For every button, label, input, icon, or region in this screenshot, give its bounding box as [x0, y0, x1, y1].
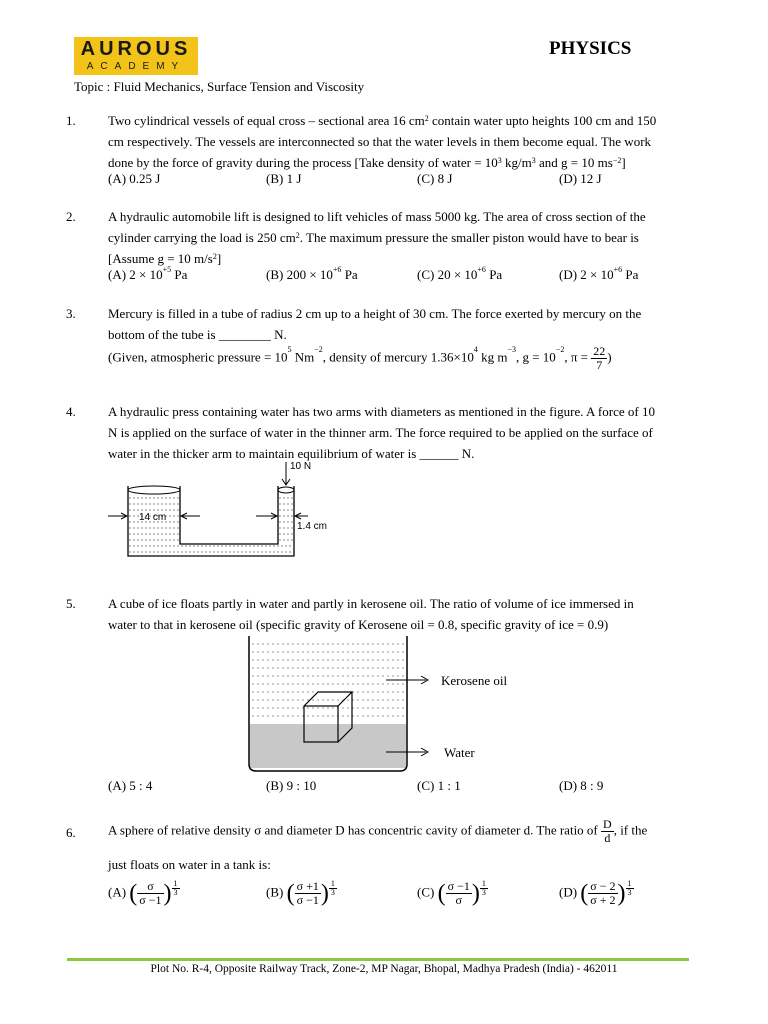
question-4-line-2: N is applied on the surface of water in the thinner arm. The force required to be applied on the surface of: [108, 425, 653, 440]
subject-title: PHYSICS: [549, 38, 632, 59]
logo-subtext: ACADEMY: [86, 61, 186, 72]
question-1-text: [108, 110, 701, 173]
figure-water-label: Water: [444, 745, 475, 760]
q5-option-c: (C) 1 : 1: [417, 778, 461, 793]
question-1-line-2: cm respectively. The vessels are interconnected so that the water levels in them become equal. The work: [108, 134, 652, 149]
footer-divider: [67, 958, 689, 961]
footer-address: Plot No. R-4, Opposite Railway Track, Zone-2, MP Nagar, Bhopal, Madhya Pradesh (India) - 462011: [150, 963, 618, 975]
q6-option-a: (A) ( $\frac{\sigma}{\sigma -1}$ ) $\frac{1}{3}$: [108, 879, 178, 907]
q5-option-d: (D) 8 : 9: [559, 778, 604, 793]
q1-option-a: (A) 0.25 J: [108, 171, 161, 186]
question-1-line-3: done by the force of gravity during the process [Take density of water = $10^3$ $kg/m^3$ and g = 10 $ms^{-2}$]: [108, 155, 626, 170]
question-2-line-2: cylinder carrying the load is 250 $cm^2$. The maximum pressure the smaller piston would have to bear is: [108, 230, 639, 245]
figure-force-label: 10 N: [290, 461, 312, 472]
question-5-number: 5.: [66, 596, 76, 611]
q1-option-b: (B) 1 J: [266, 171, 302, 186]
q1-option-d: (D) 12 J: [559, 171, 602, 186]
question-6-line-2: just floats on water in a tank is:: [108, 857, 271, 872]
figure-wide-diameter-label: 14 cm: [139, 512, 167, 523]
ratio-fraction: $\frac{D}{d}$: [603, 817, 612, 845]
q5-option-a: (A) 5 : 4: [108, 778, 153, 793]
question-6-line-1: A sphere of relative density σ and diameter D has concentric cavity of diameter d. The ratio of $\frac{D}{d}$ , if the: [108, 817, 648, 845]
question-5-text: [108, 593, 701, 635]
question-2-line-1: A hydraulic automobile lift is designed to lift vehicles of mass 5000 kg. The area of cross section of the: [108, 209, 646, 224]
topic-line: Topic : Fluid Mechanics, Surface Tension and Viscosity: [74, 79, 365, 94]
q5-option-b: (B) 9 : 10: [266, 778, 317, 793]
question-3-line-2: bottom of the tube is ________ N.: [108, 327, 287, 342]
figure-kerosene-label: Kerosene oil: [441, 673, 508, 688]
ice-cube-figure: [246, 636, 520, 776]
question-3-text: [108, 303, 701, 345]
question-3-line-1: Mercury is filled in a tube of radius 2 cm up to a height of 30 cm. The force exerted by mercury on the: [108, 306, 642, 321]
academy-logo: [74, 37, 198, 75]
question-4-number: 4.: [66, 404, 76, 419]
question-3-given: (Given, atmospheric pressure = $10^5$ $Nm^{-2}$, density of mercury $1.36\times 10^4$ kg $m^{-3}$, $g = 10^{-2}$, π = $\frac{22}{7}$ ): [108, 344, 612, 372]
question-1-line-1: Two cylindrical vessels of equal cross – sectional area 16 $cm^2$ contain water upto heights 100 cm and 150: [108, 113, 657, 128]
figure-narrow-diameter-label: 1.4 cm: [297, 521, 328, 532]
q6-option-b: (B) ( $\frac{\sigma +1}{\sigma -1}$ ) $\frac{1}{3}$: [266, 879, 335, 907]
q2-option-a: (A) $2 \times 10^{+5}$ Pa: [108, 265, 188, 282]
question-4-text: [108, 401, 701, 464]
question-4-line-3: water in the thicker arm to maintain equilibrium of water is ______ N.: [108, 446, 475, 461]
question-2-text: [108, 206, 701, 269]
pi-fraction: $\frac{22}{7}$: [593, 344, 606, 372]
question-5-line-1: A cube of ice floats partly in water and partly in kerosene oil. The ratio of volume of ice immersed in: [108, 596, 634, 611]
question-4-line-1: A hydraulic press containing water has two arms with diameters as mentioned in the figure. A force of 10: [108, 404, 655, 419]
q6-option-d: (D) ( $\frac{\sigma - 2}{\sigma + 2}$ ) $\frac{1}{3}$: [559, 879, 632, 907]
logo-wordmark: AUROUS: [80, 38, 192, 60]
question-2-number: 2.: [66, 209, 76, 224]
question-6-number: 6.: [66, 825, 76, 840]
q2-option-c: (C) $20 \times 10^{+6}$ Pa: [417, 265, 503, 282]
q2-option-d: (D) $2 \times 10^{+6}$ Pa: [559, 265, 639, 282]
q6-option-c: (C) ( $\frac{\sigma -1}{\sigma}$ ) $\frac{1}{3}$: [417, 879, 486, 907]
q1-option-c: (C) 8 J: [417, 171, 453, 186]
question-2-line-3: [Assume g = 10 $m/s^2$]: [108, 251, 222, 266]
question-3-number: 3.: [66, 306, 76, 321]
question-5-line-2: water to that in kerosene oil (specific gravity of Kerosene oil = 0.8, specific gravity of ice = 0.9): [108, 617, 609, 632]
q2-option-b: (B) $200 \times 10^{+6}$ Pa: [266, 265, 358, 282]
question-1-number: 1.: [66, 113, 76, 128]
